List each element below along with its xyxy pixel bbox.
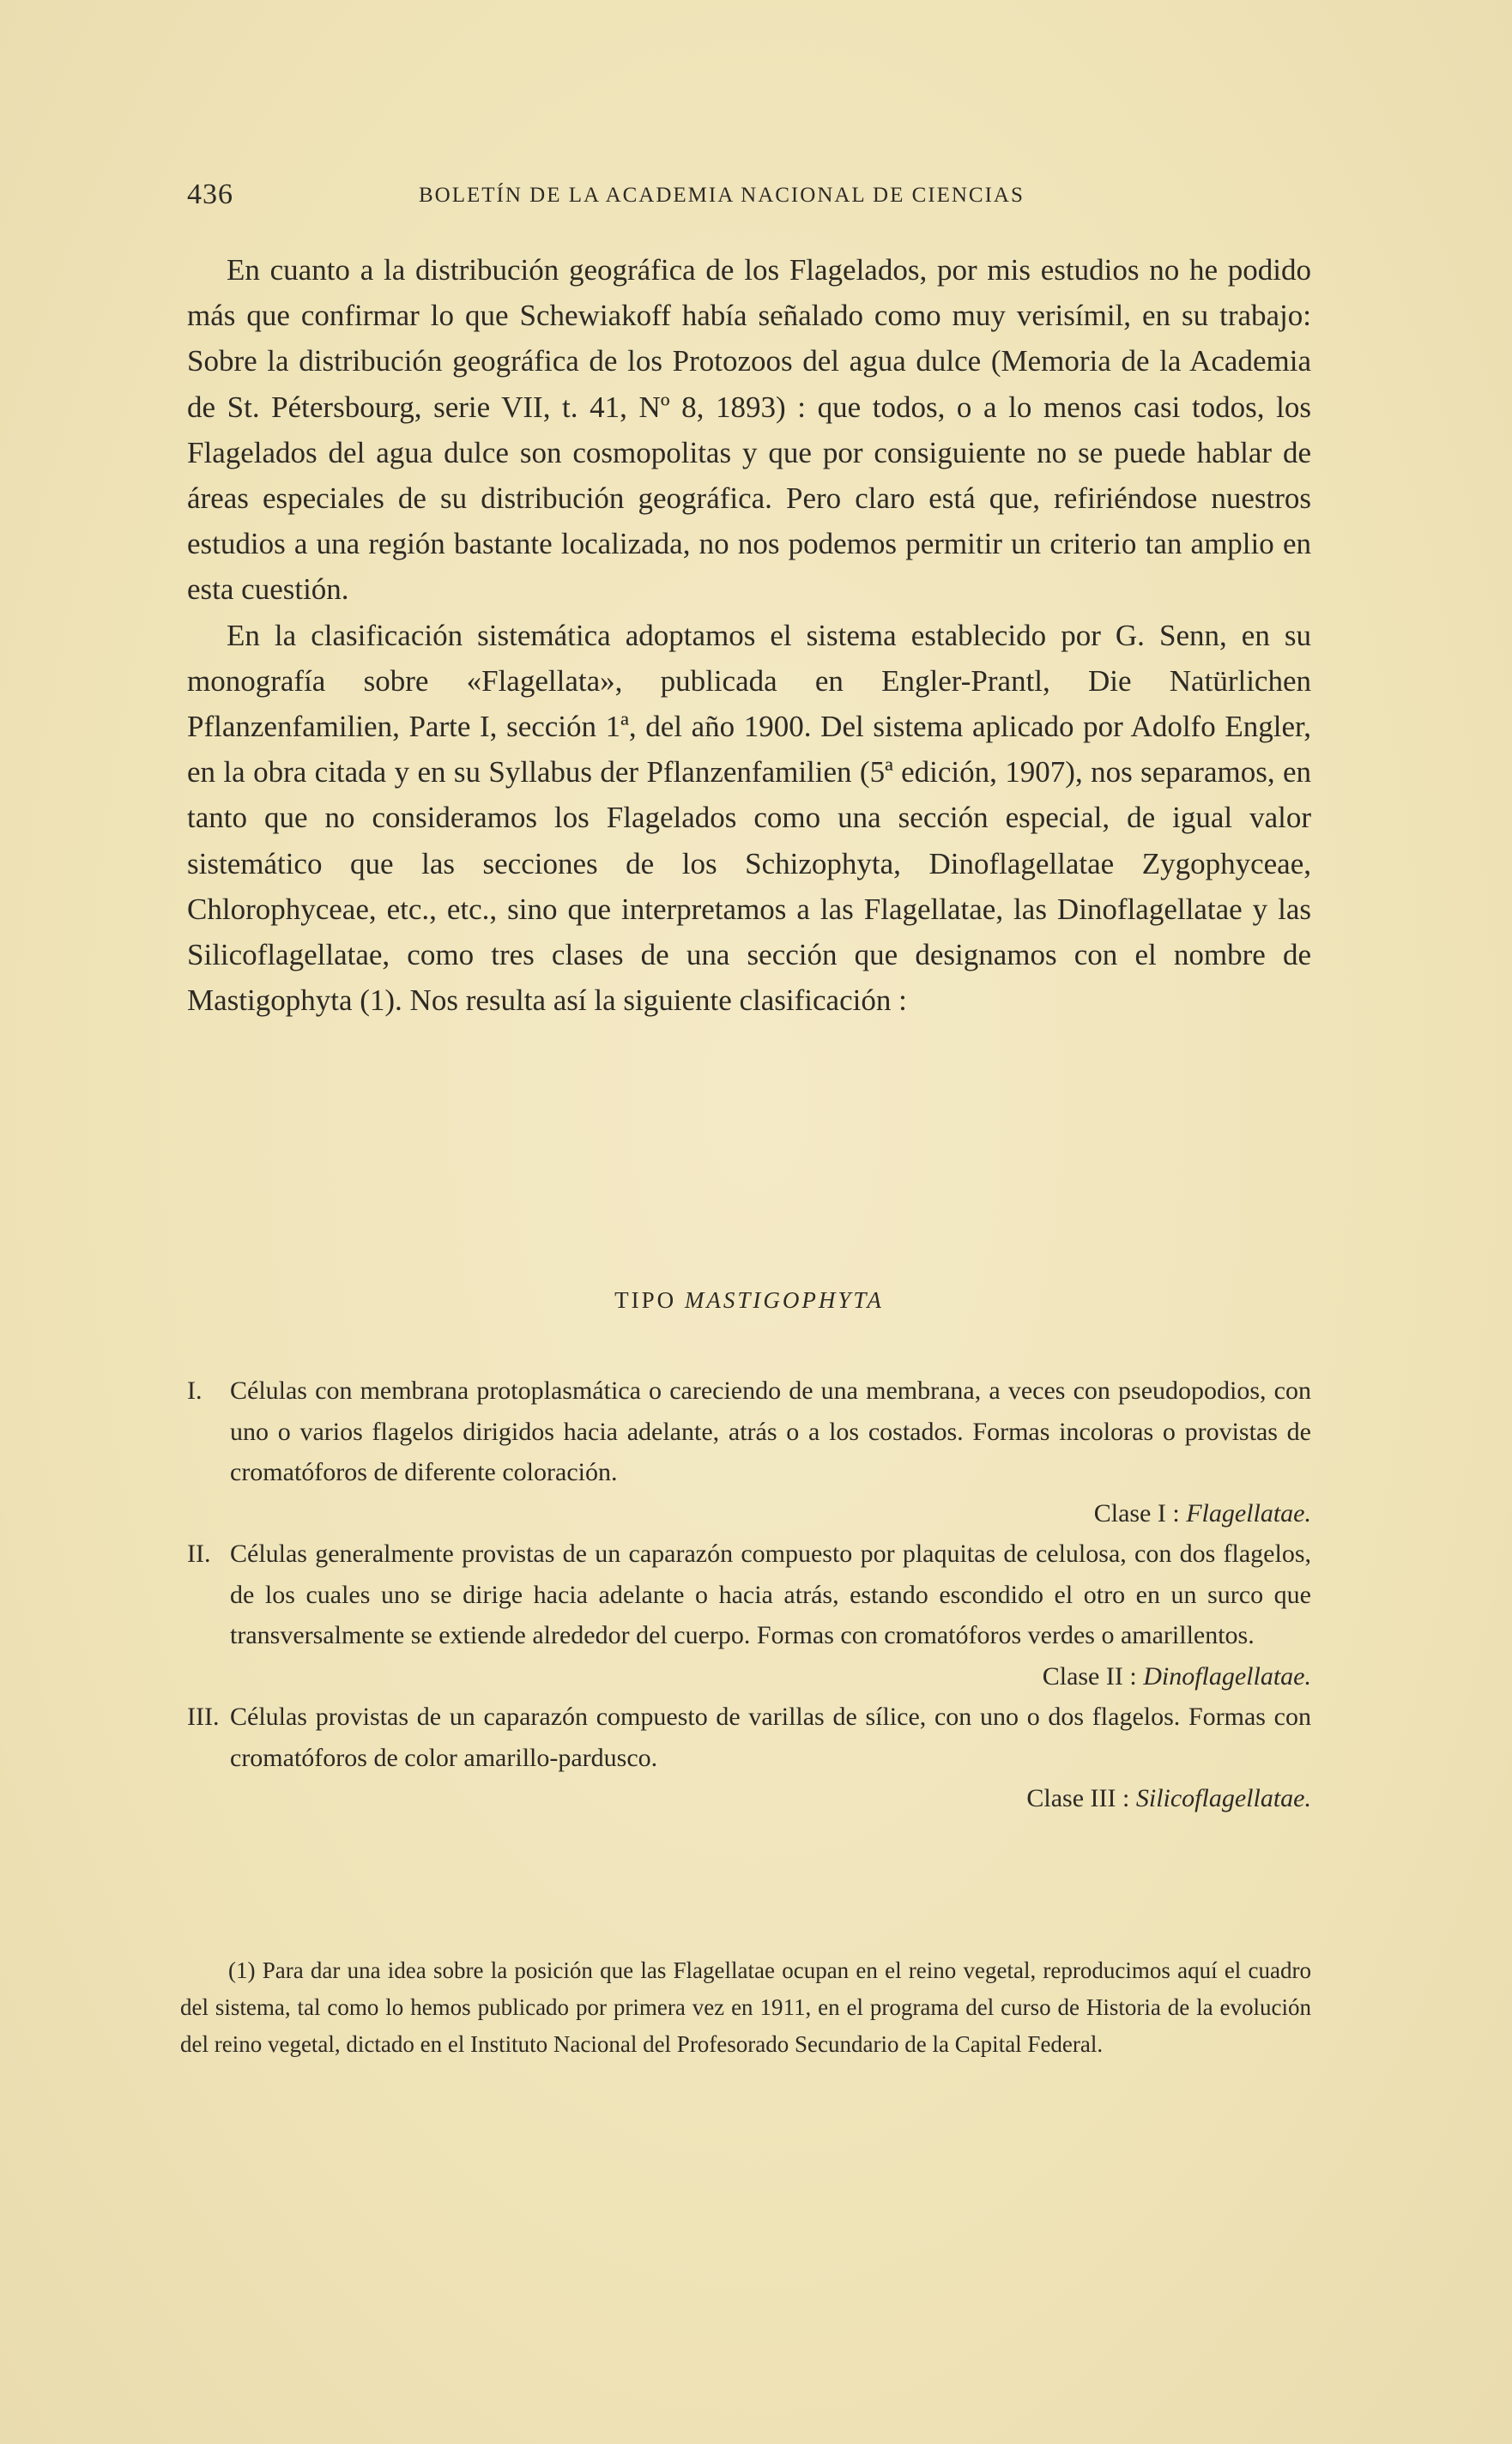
class-assignment <box>230 1493 1311 1534</box>
classification-item <box>187 1370 1311 1534</box>
section-title-prefix: TIPO <box>614 1287 677 1313</box>
class-description: Células con membrana protoplasmática o careciendo de una membrana, a veces con pseudopodios, con uno o varios flagelos dirigidos hacia adelante, atrás o a los costados. Formas incoloras o provistas de cromatóforos de diferente coloración. <box>230 1376 1311 1486</box>
footnote <box>180 1952 1311 2063</box>
class-numeral: II. <box>187 1540 211 1568</box>
class-name: Dinoflagellatae. <box>1143 1661 1311 1691</box>
section-title-name: MASTIGOPHYTA <box>684 1287 884 1313</box>
classification-item <box>187 1697 1311 1819</box>
class-assignment <box>230 1656 1311 1697</box>
body-paragraph: En cuanto a la distribución geográfica de los Flagelados, por mis estudios no he podido más que confirmar lo que Schewiakoff había señalado como muy verisímil, en su trabajo: Sobre la distribución geográfica de los Protozoos del agua dulce (Memoria de la Academia de St. Pétersbourg, serie VII, t. 41, Nº 8, 1893) : que todos, o a lo menos casi todos, los Flagelados del agua dulce son cosmopolitas y que por consiguiente no se puede hablar de áreas especiales de su distribución geográfica. Pero claro está que, refiriéndose nuestros estudios a una región bastante localizada, no nos podemos permitir un criterio tan amplio en esta cuestión. <box>187 253 1311 607</box>
class-label: Clase II : <box>1042 1661 1137 1691</box>
class-label: Clase I : <box>1093 1498 1180 1528</box>
section-title <box>187 1287 1311 1314</box>
class-label: Clase III : <box>1026 1784 1130 1812</box>
class-numeral: III. <box>187 1703 220 1731</box>
page-header <box>187 178 1311 213</box>
class-description: Células generalmente provistas de un caparazón compuesto por plaquitas de celulosa, con dos flagelos, de los cuales uno se dirige hacia adelante o hacia atrás, estando escondido el otro en un surco que transversalmente se extiende alrededor del cuerpo. Formas con cromatóforos verdes o amarillentos. <box>230 1540 1311 1649</box>
classification-list <box>187 1370 1311 1819</box>
class-numeral: I. <box>187 1376 203 1405</box>
running-head: BOLETÍN DE LA ACADEMIA NACIONAL DE CIENCIAS <box>419 184 1025 207</box>
body-text <box>187 247 1311 1023</box>
class-assignment <box>230 1778 1311 1819</box>
classification-item <box>187 1534 1311 1697</box>
body-paragraph: En la clasificación sistemática adoptamos el sistema establecido por G. Senn, en su monografía sobre «Flagellata», publicada en Engler-Prantl, Die Natürlichen Pflanzenfamilien, Parte I, sección 1ª, del año 1900. Del sistema aplicado por Adolfo Engler, en la obra citada y en su Syllabus der Pflanzenfamilien (5ª edición, 1907), nos separamos, en tanto que no consideramos los Flagelados como una sección especial, de igual valor sistemático que las secciones de los Schizophyta, Dinoflagellatae Zygophyceae, Chlorophyceae, etc., etc., sino que interpretamos a las Flagellatae, las Dinoflagellatae y las Silicoflagellatae, como tres clases de una sección que designamos con el nombre de Mastigophyta (1). Nos resulta así la siguiente clasificación : <box>187 618 1311 1018</box>
class-name: Silicoflagellatae. <box>1135 1784 1311 1812</box>
footnote-text: (1) Para dar una idea sobre la posición que las Flagellatae ocupan en el reino vegetal, reproducimos aquí el cuadro del sistema, tal como lo hemos publicado por primera vez en 1911, en el programa del curso de Historia de la evolución del reino vegetal, dictado en el Instituto Nacional del Profesorado Secundario de la Capital Federal. <box>180 1957 1311 2057</box>
page-number: 436 <box>187 178 233 210</box>
class-description: Células provistas de un caparazón compuesto de varillas de sílice, con uno o dos flagelos. Formas con cromatóforos de color amarillo-pardusco. <box>230 1703 1311 1772</box>
class-name: Flagellatae. <box>1186 1498 1311 1528</box>
